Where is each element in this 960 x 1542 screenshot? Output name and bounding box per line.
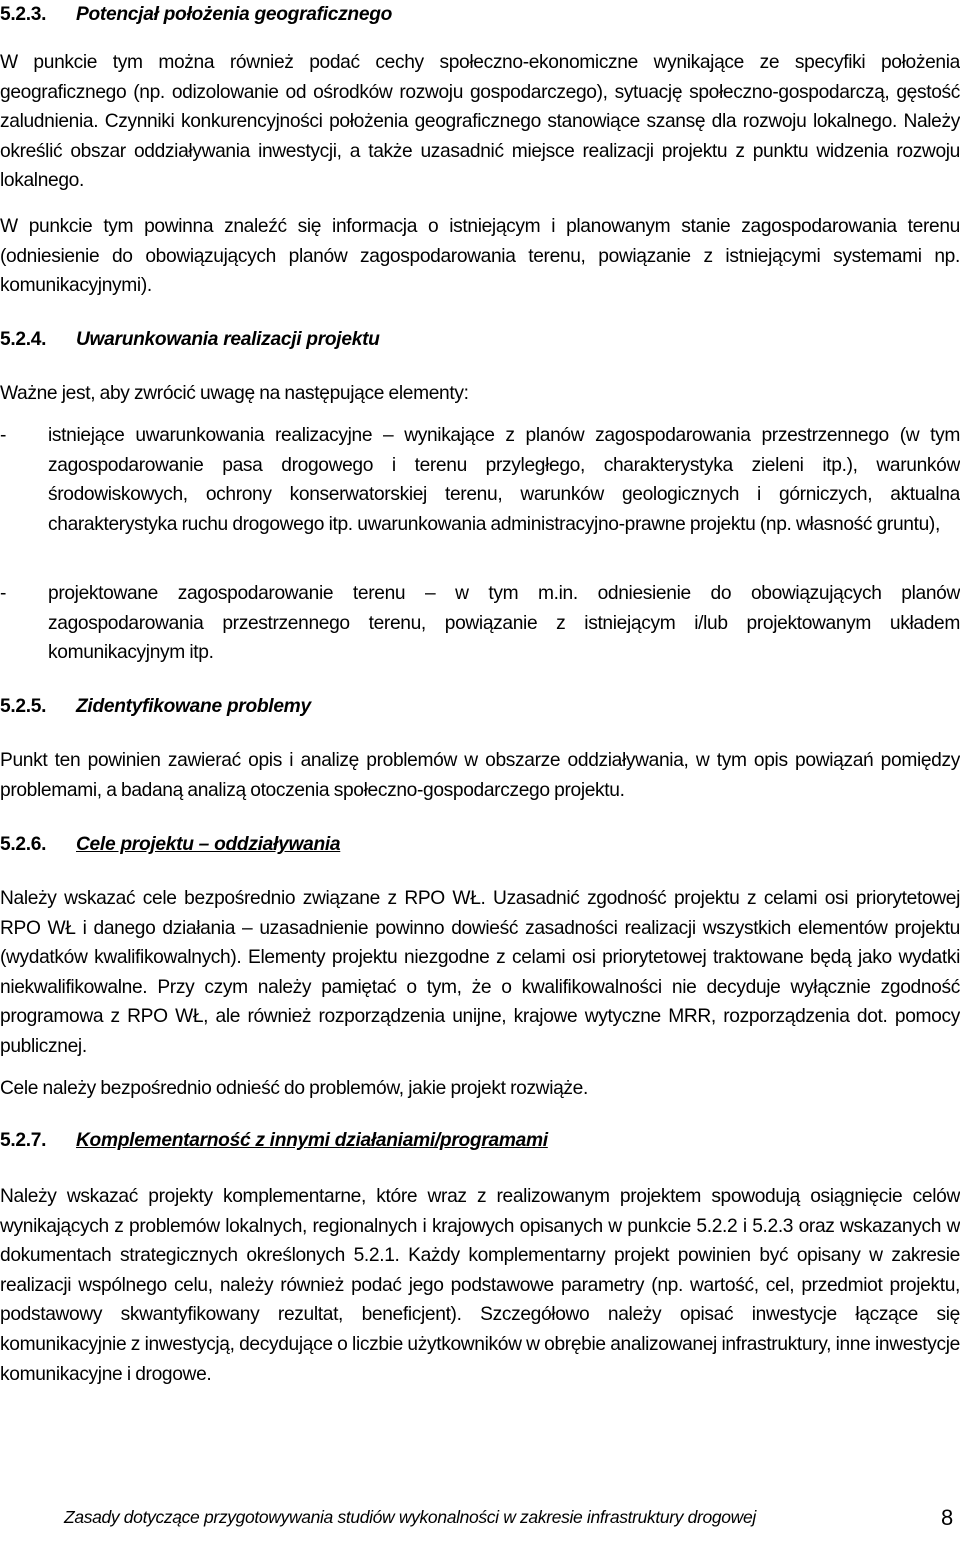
paragraph-project-goals xyxy=(0,884,960,1062)
paragraph-complementarity xyxy=(0,1182,960,1389)
bullet-text: istniejące uwarunkowania realizacyjne – wynikające z planów zagospodarowania przestrzennego (w tym zagospodarowanie pasa drogowego i terenu przyległego, charakterystyka zieleni itp.), warunków środowiskowych, ochrony konserwatorskiej terenu, warunków geologicznych i górniczych, aktualna charakterystyka ruchu drogowego itp. uwarunkowania administracyjno-prawne projektu (np. własność gruntu), xyxy=(48,425,960,535)
bullet-text: projektowane zagospodarowanie terenu – w tym m.in. odniesienie do obowiązujących planów zagospodarowania przestrzennego terenu, powiązanie z istniejącym i/lub projektowanym układem komunikacyjnym itp. xyxy=(48,583,960,664)
paragraph-text: Należy określić obszar oddziaływania inwestycji, a także uzasadnić miejsce realizacji projektu z punktu widzenia rozwoju lokalnego. xyxy=(0,111,960,192)
section-number: 5.2.7. xyxy=(0,1130,47,1151)
section-title: Uwarunkowania realizacji projektu xyxy=(76,329,380,350)
section-number: 5.2.3. xyxy=(0,4,47,25)
paragraph-intro xyxy=(0,379,960,409)
bullet-dash: - xyxy=(0,425,7,446)
paragraph-text: Punkt ten powinien zawierać opis i analizę problemów w obszarze oddziaływania, w tym opis powiązań pomiędzy problemami, a badaną analizą otoczenia społeczno-gospodarczego projektu. xyxy=(0,750,960,801)
paragraph-text: Należy wskazać projekty komplementarne, które wraz z realizowanym projektem spowodują osiągnięcie celów wynikających z problemów lokalnych, regionalnych i krajowych opisanych w punkcie 5.2.2 i 5.2.3 oraz wskazanych w dokumentach strategicznych określonych 5.2.1. Każdy komplementarny projekt powinien być opisany w zakresie realizacji wspólnego celu, należy również podać jego podstawowe parametry (np. wartość, cel, przedmiot projektu, podstawowy skwantyfikowany rezultat, beneficjent). Szczegółowo należy opisać inwestycje łączące się komunikacyjnie z inwestycją, decydujące o liczbie użytkowników w obrębie analizowanej infrastruktury, inne inwestycje komunikacyjne i drogowe. xyxy=(0,1186,960,1385)
paragraph-text: Czynniki konkurencyjności położenia geograficznego stanowiące szansę dla rozwoju lokalnego. xyxy=(98,111,897,133)
section-title: Cele projektu – oddziaływania xyxy=(76,834,341,855)
section-heading-5-2-6 xyxy=(0,830,340,859)
paragraph-text: Ważne jest, aby zwrócić uwagę na następujące elementy: xyxy=(0,383,469,404)
section-title: Komplementarność z innymi działaniami/programami xyxy=(76,1130,548,1151)
paragraph-text: W punkcie tym powinna znaleźć się informacja o istniejącym i planowanym stanie zagospodarowania terenu (odniesienie do obowiązujących planów zagospodarowania terenu, powiązanie z istniejącymi systemami np. komunikacyjnymi). xyxy=(0,216,960,297)
section-heading-5-2-5 xyxy=(0,692,311,721)
page-number: 8 xyxy=(941,1505,954,1530)
section-number: 5.2.6. xyxy=(0,834,47,855)
bullet-dash: - xyxy=(0,583,7,604)
paragraph-problems xyxy=(0,746,960,805)
paragraph-location-features xyxy=(0,48,960,196)
section-heading-5-2-7 xyxy=(0,1126,548,1155)
paragraph-goals-problems xyxy=(0,1074,960,1104)
paragraph-land-development xyxy=(0,212,960,301)
section-heading-5-2-4 xyxy=(0,325,380,354)
paragraph-text: W punkcie tym można również podać cechy społeczno-ekonomiczne wynikające ze specyfiki położenia geograficznego (np. odizolowanie od ośrodków rozwoju gospodarczego), sytuację społeczno-gospodarczą, gęstość zaludnienia. xyxy=(0,52,960,133)
section-heading-5-2-3 xyxy=(0,0,392,29)
section-title: Zidentyfikowane problemy xyxy=(76,696,311,717)
paragraph-text: Należy wskazać cele bezpośrednio związane z RPO WŁ. Uzasadnić zgodność projektu z celami osi priorytetowej RPO WŁ i danego działania – uzasadnienie powinno dowieść zasadności realizacji wszystkich elementów projektu (wydatków kwalifikowalnych). Elementy projektu niezgodne z celami osi priorytetowej traktowane będą jako wydatki niekwalifikowalne. Przy czym należy pamiętać o tym, że o kwalifikowalności nie decyduje wyłącznie zgodność programowa z RPO WŁ, ale również rozporządzenia unijne, krajowe wytyczne MRR, rozporządzenia dot. pomocy publicznej. xyxy=(0,888,960,1057)
section-title: Potencjał położenia geograficznego xyxy=(76,4,393,25)
section-number: 5.2.5. xyxy=(0,696,47,717)
section-number: 5.2.4. xyxy=(0,329,47,350)
page-footer: Zasady dotyczące przygotowywania studiów wykonalności w zakresie infrastruktury drogowej xyxy=(64,1507,756,1527)
paragraph-text: Cele należy bezpośrednio odnieść do problemów, jakie projekt rozwiąże. xyxy=(0,1078,588,1099)
